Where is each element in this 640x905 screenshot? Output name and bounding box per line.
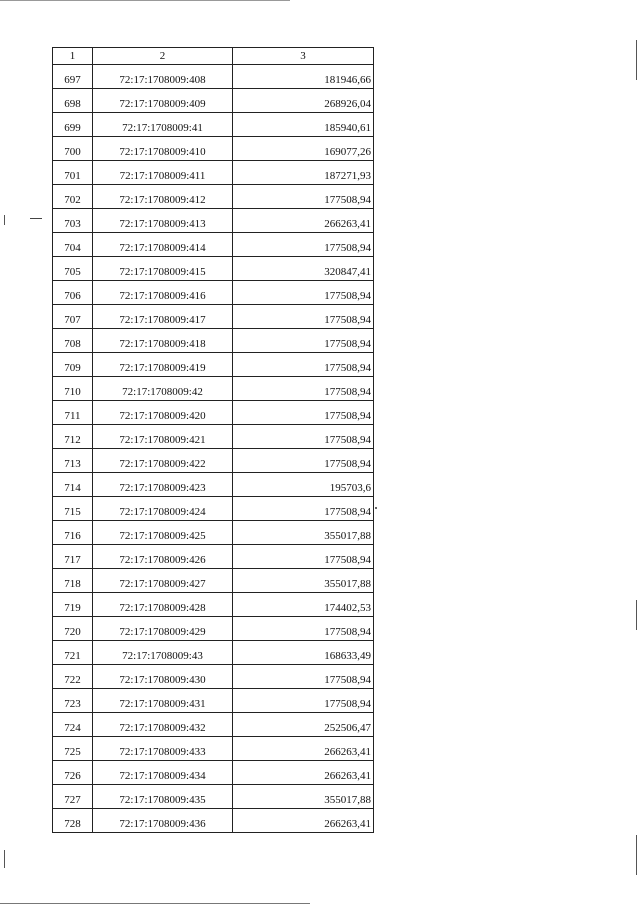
row-number-cell: 703 <box>53 209 93 233</box>
cadastral-number-cell: 72:17:1708009:414 <box>93 233 233 257</box>
row-number-cell: 720 <box>53 617 93 641</box>
cadastral-number-cell: 72:17:1708009:415 <box>93 257 233 281</box>
cadastral-value-cell: 320847,41 <box>233 257 374 281</box>
cadastral-value-cell: 195703,6 <box>233 473 374 497</box>
cadastral-value-cell: 177508,94 <box>233 425 374 449</box>
header-col-3: 3 <box>233 48 374 65</box>
cadastral-number-cell: 72:17:1708009:416 <box>93 281 233 305</box>
table-row <box>53 233 374 257</box>
row-number-cell: 716 <box>53 521 93 545</box>
cadastral-value-cell: 355017,88 <box>233 569 374 593</box>
scan-bottom-edge-line <box>0 903 310 904</box>
table-row <box>53 785 374 809</box>
row-number-cell: 699 <box>53 113 93 137</box>
scan-right-edge-mark <box>636 600 637 630</box>
table-row <box>53 713 374 737</box>
row-number-cell: 698 <box>53 89 93 113</box>
cadastral-value-cell: 355017,88 <box>233 785 374 809</box>
cadastral-value-cell: 177508,94 <box>233 233 374 257</box>
row-number-cell: 728 <box>53 809 93 833</box>
row-number-cell: 702 <box>53 185 93 209</box>
table-row <box>53 497 374 521</box>
table-row <box>53 257 374 281</box>
scan-right-edge-mark <box>636 40 637 80</box>
table-row <box>53 617 374 641</box>
cadastral-number-cell: 72:17:1708009:433 <box>93 737 233 761</box>
row-number-cell: 718 <box>53 569 93 593</box>
table-row <box>53 65 374 89</box>
row-number-cell: 726 <box>53 761 93 785</box>
cadastral-value-cell: 177508,94 <box>233 545 374 569</box>
table-row <box>53 161 374 185</box>
row-number-cell: 725 <box>53 737 93 761</box>
row-number-cell: 723 <box>53 689 93 713</box>
cadastral-number-cell: 72:17:1708009:409 <box>93 89 233 113</box>
row-number-cell: 727 <box>53 785 93 809</box>
cadastral-value-cell: 268926,04 <box>233 89 374 113</box>
table-row <box>53 209 374 233</box>
cadastral-number-cell: 72:17:1708009:422 <box>93 449 233 473</box>
table-row <box>53 641 374 665</box>
cadastral-value-cell: 185940,61 <box>233 113 374 137</box>
table-row <box>53 737 374 761</box>
row-number-cell: 710 <box>53 377 93 401</box>
cadastral-value-cell: 181946,66 <box>233 65 374 89</box>
header-row <box>53 48 374 65</box>
table-header <box>53 48 374 65</box>
table-row <box>53 809 374 833</box>
cadastral-number-cell: 72:17:1708009:412 <box>93 185 233 209</box>
cadastral-number-cell: 72:17:1708009:43 <box>93 641 233 665</box>
row-number-cell: 709 <box>53 353 93 377</box>
scan-left-edge-mark <box>4 850 5 868</box>
cadastral-value-cell: 177508,94 <box>233 353 374 377</box>
cadastral-value-cell: 177508,94 <box>233 329 374 353</box>
cadastral-number-cell: 72:17:1708009:426 <box>93 545 233 569</box>
cadastral-number-cell: 72:17:1708009:434 <box>93 761 233 785</box>
cadastral-number-cell: 72:17:1708009:410 <box>93 137 233 161</box>
row-number-cell: 711 <box>53 401 93 425</box>
table-row <box>53 593 374 617</box>
cadastral-value-cell: 169077,26 <box>233 137 374 161</box>
cadastral-value-cell: 177508,94 <box>233 305 374 329</box>
table-row <box>53 377 374 401</box>
cadastral-number-cell: 72:17:1708009:41 <box>93 113 233 137</box>
cadastral-value-cell: 177508,94 <box>233 617 374 641</box>
cadastral-value-cell: 177508,94 <box>233 689 374 713</box>
cadastral-value-cell: 177508,94 <box>233 377 374 401</box>
table-row <box>53 329 374 353</box>
cadastral-number-cell: 72:17:1708009:42 <box>93 377 233 401</box>
cadastral-number-cell: 72:17:1708009:428 <box>93 593 233 617</box>
cadastral-number-cell: 72:17:1708009:429 <box>93 617 233 641</box>
cadastral-number-cell: 72:17:1708009:424 <box>93 497 233 521</box>
row-number-cell: 708 <box>53 329 93 353</box>
row-number-cell: 717 <box>53 545 93 569</box>
table-row <box>53 137 374 161</box>
row-number-cell: 721 <box>53 641 93 665</box>
row-number-cell: 712 <box>53 425 93 449</box>
row-number-cell: 724 <box>53 713 93 737</box>
cadastral-number-cell: 72:17:1708009:425 <box>93 521 233 545</box>
row-number-cell: 704 <box>53 233 93 257</box>
table-row <box>53 689 374 713</box>
table-row <box>53 545 374 569</box>
cadastral-number-cell: 72:17:1708009:418 <box>93 329 233 353</box>
table-row <box>53 113 374 137</box>
row-number-cell: 715 <box>53 497 93 521</box>
cadastral-value-cell: 177508,94 <box>233 497 374 521</box>
cadastral-number-cell: 72:17:1708009:430 <box>93 665 233 689</box>
cadastral-value-cell: 177508,94 <box>233 185 374 209</box>
row-number-cell: 714 <box>53 473 93 497</box>
cadastral-value-cell: 266263,41 <box>233 761 374 785</box>
cadastral-number-cell: 72:17:1708009:436 <box>93 809 233 833</box>
scan-top-edge-line <box>0 0 290 1</box>
row-number-cell: 701 <box>53 161 93 185</box>
scan-left-edge-mark <box>4 215 5 225</box>
table-row <box>53 665 374 689</box>
table-row <box>53 425 374 449</box>
cadastral-number-cell: 72:17:1708009:421 <box>93 425 233 449</box>
header-col-1: 1 <box>53 48 93 65</box>
table-body <box>53 65 374 833</box>
cadastral-value-table <box>52 47 374 833</box>
table-row <box>53 281 374 305</box>
row-number-cell: 722 <box>53 665 93 689</box>
cadastral-value-cell: 177508,94 <box>233 449 374 473</box>
cadastral-number-cell: 72:17:1708009:417 <box>93 305 233 329</box>
cadastral-value-cell: 266263,41 <box>233 737 374 761</box>
cadastral-value-cell: 177508,94 <box>233 401 374 425</box>
cadastral-number-cell: 72:17:1708009:408 <box>93 65 233 89</box>
row-number-cell: 706 <box>53 281 93 305</box>
row-number-cell: 697 <box>53 65 93 89</box>
cadastral-number-cell: 72:17:1708009:419 <box>93 353 233 377</box>
row-number-cell: 707 <box>53 305 93 329</box>
header-col-2: 2 <box>93 48 233 65</box>
row-number-cell: 719 <box>53 593 93 617</box>
cadastral-value-cell: 187271,93 <box>233 161 374 185</box>
cadastral-value-cell: 177508,94 <box>233 665 374 689</box>
cadastral-number-cell: 72:17:1708009:413 <box>93 209 233 233</box>
row-number-cell: 705 <box>53 257 93 281</box>
table-row <box>53 521 374 545</box>
table-row <box>53 449 374 473</box>
stray-ink-dot <box>375 507 377 509</box>
cadastral-number-cell: 72:17:1708009:420 <box>93 401 233 425</box>
cadastral-number-cell: 72:17:1708009:427 <box>93 569 233 593</box>
cadastral-number-cell: 72:17:1708009:411 <box>93 161 233 185</box>
cadastral-number-cell: 72:17:1708009:431 <box>93 689 233 713</box>
cadastral-value-cell: 252506,47 <box>233 713 374 737</box>
table-row <box>53 761 374 785</box>
cadastral-number-cell: 72:17:1708009:423 <box>93 473 233 497</box>
table-row <box>53 569 374 593</box>
cadastral-number-cell: 72:17:1708009:432 <box>93 713 233 737</box>
cadastral-value-cell: 177508,94 <box>233 281 374 305</box>
cadastral-value-cell: 266263,41 <box>233 209 374 233</box>
table-row <box>53 401 374 425</box>
row-number-cell: 713 <box>53 449 93 473</box>
row-number-cell: 700 <box>53 137 93 161</box>
table-row <box>53 89 374 113</box>
cadastral-value-cell: 174402,53 <box>233 593 374 617</box>
margin-tick-mark <box>30 218 42 219</box>
cadastral-value-cell: 168633,49 <box>233 641 374 665</box>
table-row <box>53 305 374 329</box>
cadastral-value-cell: 355017,88 <box>233 521 374 545</box>
cadastral-number-cell: 72:17:1708009:435 <box>93 785 233 809</box>
table-row <box>53 185 374 209</box>
table-row <box>53 353 374 377</box>
scan-right-edge-mark <box>636 835 637 875</box>
table-row <box>53 473 374 497</box>
cadastral-value-cell: 266263,41 <box>233 809 374 833</box>
